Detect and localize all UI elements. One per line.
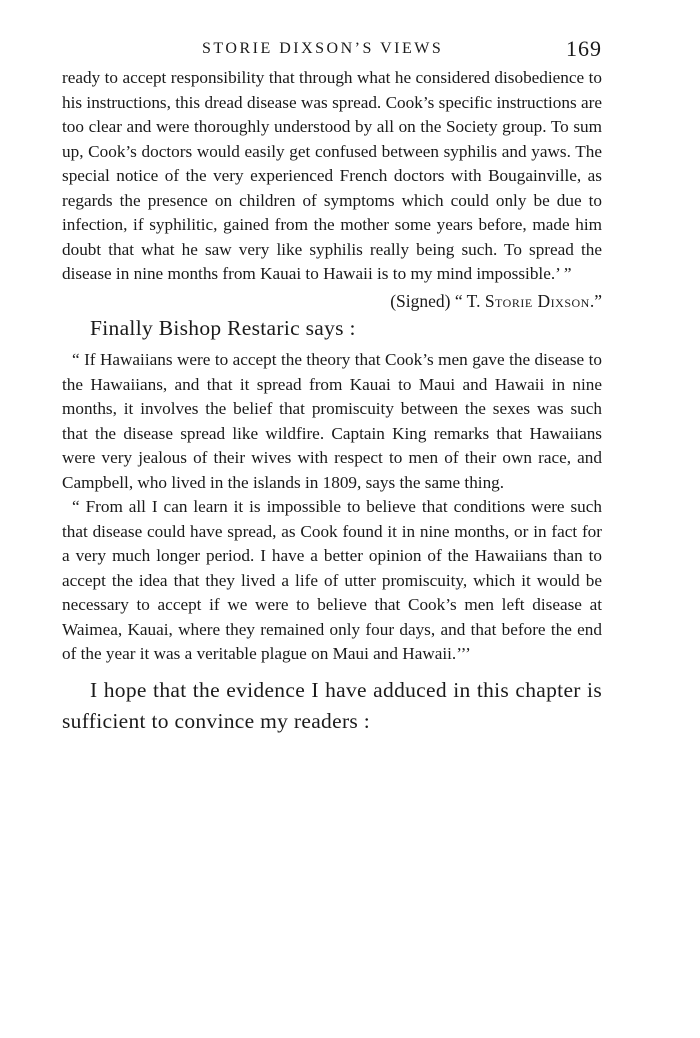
signature-suffix: .” xyxy=(589,290,602,311)
running-header xyxy=(62,36,602,66)
running-title: STORIE DIXSON’S VIEWS xyxy=(202,40,444,57)
paragraph-continued: ready to accept responsibility that through what he considered disobedience to his instructions, this dread disease was spread. Cook’s specific instructions are too clear and were thoroughly understood by all on the Society group. To sum up, Cook’s doctors would easily get confused between syphilis and yaws. The special notice of the very experienced French doctors with Bougainville, as regards the presence on children of symptoms which could only be due to infection, if syphilitic, gained from the mother some years before, made him doubt that what he saw very like syphilis really being such. To spread the disease in nine months from Kauai to Hawaii is to my mind impossible.’ ” xyxy=(62,68,602,283)
quote-paragraph-2: “ From all I can learn it is impossible to believe that conditions were such that disease could have spread, as Cook found it in nine months, or in fact for a very much longer period. I have a better opinion of the Hawaiians than to accept the idea that they lived a life of utter promiscuity, which it would be necessary to accept if we were to believe that Cook’s men left disease at Waimea, Kauai, where they remained only four days, and that before the end of the year it was a veritable plague on Maui and Hawaii.’’’ xyxy=(62,497,602,663)
signature-name: Storie Dixson xyxy=(484,290,590,311)
quote-paragraph-1: “ If Hawaiians were to accept the theory that Cook’s men gave the disease to the Hawaiians, and that it spread from Kauai to Maui and Hawaii in nine months, it involves the belief that promiscuity between the sexes was such that the disease spread like wildfire. Captain King remarks that Hawaiians were very jealous of their wives with respect to men of their own race, and Campbell, who lived in the islands in 1809, says the same thing. xyxy=(62,350,602,492)
closing-paragraph: I hope that the evidence I have adduced in this chapter is sufficient to convince my readers : xyxy=(62,677,602,733)
book-page xyxy=(62,36,602,737)
signature-prefix: (Signed) “ T. xyxy=(390,290,485,311)
bishop-intro: Finally Bishop Restaric says : xyxy=(90,316,356,340)
page-number: 169 xyxy=(566,36,602,61)
signature-line xyxy=(62,289,602,314)
bishop-quote xyxy=(62,348,602,667)
body-text xyxy=(62,66,602,737)
